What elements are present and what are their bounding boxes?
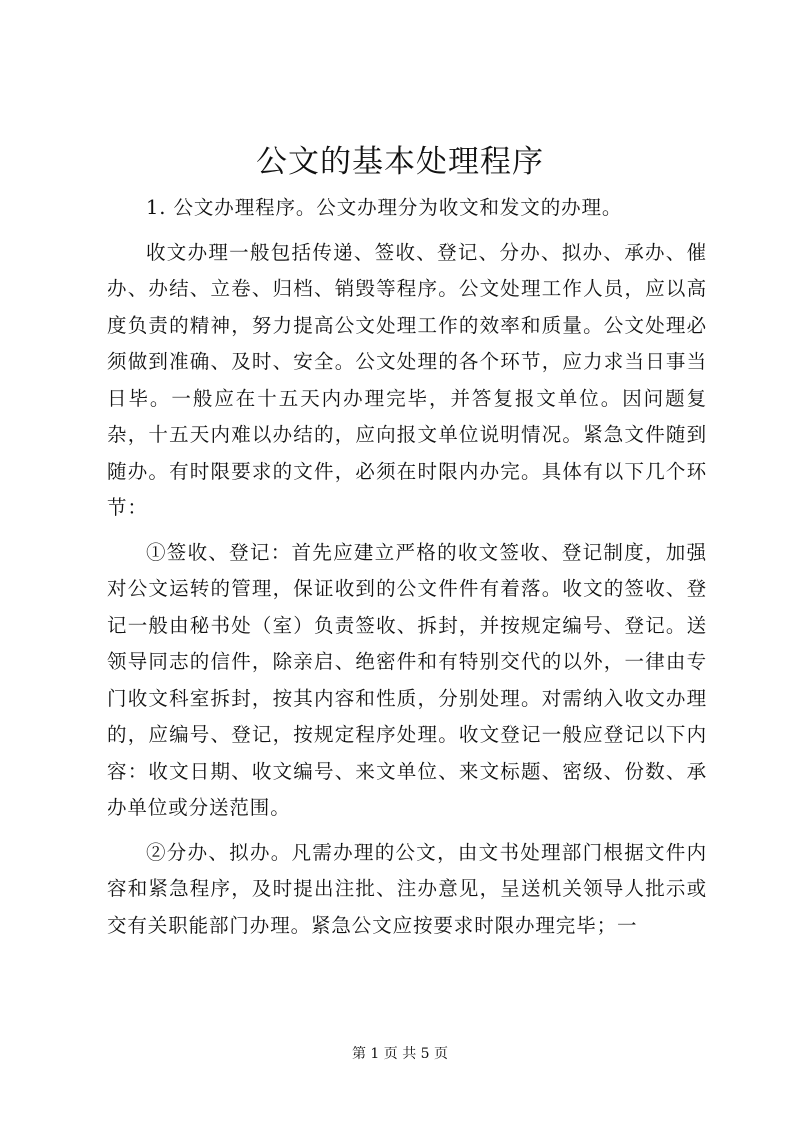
paragraph-4: ②分办、拟办。凡需办理的公文，由文书处理部门根据文件内容和紧急程序，及时提出注批、注办意见，呈送机关领导人批示或交有关职能部门办理。紧急公文应按要求时限办理完毕；一 — [107, 840, 707, 937]
document-body — [107, 190, 707, 944]
page-footer: 第 1 页 共 5 页 — [351, 1046, 449, 1062]
paragraph-3: ①签收、登记：首先应建立严格的收文签收、登记制度，加强对公文运转的管理，保证收到的公文件件有着落。收文的签收、登记一般由秘书处（室）负责签收、拆封，并按规定编号、登记。送领导同志的信件，除亲启、绝密件和有特别交代的以外，一律由专门收文科室拆封，按其内容和性质，分别处理。对需纳入收文办理的，应编号、登记，按规定程序处理。收文登记一般应登记以下内容：收文日期、收文编号、来文单位、来文标题、密级、份数、承办单位或分送范围。 — [107, 540, 707, 819]
document-title: 公文的基本处理程序 — [256, 144, 544, 180]
paragraph-2: 收文办理一般包括传递、签收、登记、分办、拟办、承办、催办、办结、立卷、归档、销毁等程序。公文处理工作人员，应以高度负责的精神，努力提高公文处理工作的效率和质量。公文处理必须做到准确、及时、安全。公文处理的各个环节，应力求当日事当日毕。一般应在十五天内办理完毕，并答复报文单位。因问题复杂，十五天内难以办结的，应向报文单位说明情况。紧急文件随到随办。有时限要求的文件，必须在时限内办完。具体有以下几个环节： — [107, 240, 707, 519]
paragraph-1: 1. 公文办理程序。公文办理分为收文和发文的办理。 — [146, 196, 623, 219]
